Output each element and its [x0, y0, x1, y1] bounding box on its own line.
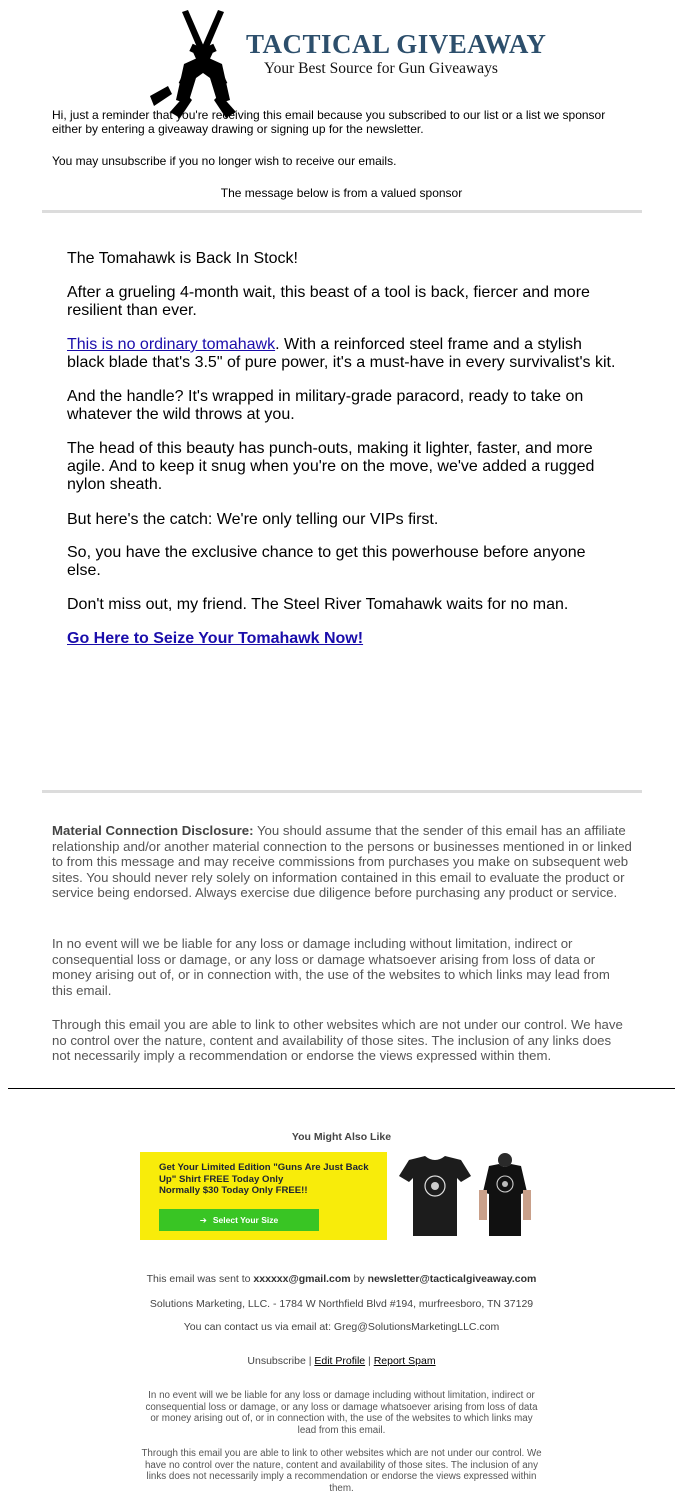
disclosure-heading: Material Connection Disclosure:	[52, 823, 254, 838]
you-might-also-like-heading: You Might Also Like	[291, 1131, 392, 1143]
company-address: Solutions Marketing, LLC. - 1784 W Northfield Blvd #194, murfreesboro, TN 37129	[149, 1298, 534, 1310]
banner-price-text: Normally $30 Today Only FREE!!	[159, 1185, 308, 1196]
contact-line: You can contact us via email at: Greg@SolutionsMarketingLLC.com	[183, 1321, 500, 1333]
select-size-label: Select Your Size	[212, 1215, 279, 1225]
subscription-reminder: Hi, just a reminder that you're receiving this email because you subscribed to our list or a list we sponsor either by entering a giveaway drawing or signing up for the newsletter.	[52, 108, 606, 136]
message-paragraph: And the handle? It's wrapped in military-grade paracord, ready to take on whatever the wild throws at you.	[67, 388, 584, 423]
brand-logo[interactable]	[148, 8, 548, 120]
brand-title: TACTICAL GIVEAWAY	[246, 29, 547, 59]
crossed-rifles-icon	[148, 8, 258, 120]
shirt-product-images[interactable]	[387, 1152, 542, 1240]
liability-disclaimer: In no event will we be liable for any loss or damage including without limitation, indirect or consequential loss or damage, or any loss or damage whatsoever arising from loss of data or money arising out of, or in connection with, the use of the websites to which links may lead from this email.	[52, 936, 610, 998]
select-size-button[interactable]	[159, 1209, 319, 1231]
external-links-disclaimer: Through this email you are able to link to other websites which are not under our control. We have no control over the nature, content and availability of those sites. The inclusion of any links does not necessarily imply a recommendation or endorse the views expressed within them.	[52, 1017, 623, 1064]
message-paragraph: But here's the catch: We're only telling our VIPs first.	[67, 511, 439, 528]
recipient-email: xxxxxx@gmail.com	[253, 1273, 351, 1285]
divider	[42, 210, 642, 213]
report-spam-link[interactable]: Report Spam	[373, 1355, 436, 1367]
brand-tagline: Your Best Source for Gun Giveaways	[264, 60, 498, 77]
message-paragraph: After a grueling 4-month wait, this beast of a tool is back, fiercer and more resilient than ever.	[67, 284, 590, 319]
seize-tomahawk-cta-link[interactable]: Go Here to Seize Your Tomahawk Now!	[67, 630, 364, 647]
sent-to-line: This email was sent to xxxxxx@gmail.com by newsletter@tacticalgiveaway.com	[146, 1273, 537, 1285]
sponsor-note: The message below is from a valued sponsor	[220, 186, 463, 200]
tshirt-icon	[387, 1152, 542, 1240]
message-paragraph: So, you have the exclusive chance to get this powerhouse before anyone else.	[67, 544, 586, 579]
ordinary-tomahawk-link[interactable]: This is no ordinary tomahawk	[67, 336, 276, 353]
fine-print-liability: In no event will we be liable for any loss or damage including without limitation, indirect or consequential loss or damage, or any loss or damage whatsoever arising from loss of data or money arising out of, or in connection with, the use of the websites to which links may lead from this email.	[145, 1390, 538, 1436]
divider	[42, 790, 642, 793]
fine-print-links: Through this email you are able to link to other websites which are not under our control. We have no control over the nature, content and availability of those sites. The inclusion of any links does not necessarily imply a recommendation or endorse the views expressed within them.	[141, 1448, 542, 1494]
material-connection-disclosure: Material Connection Disclosure: You should assume that the sender of this email has an affiliate relationship and/or another material connection to the persons or businesses mentioned in or linked to from this message and may receive commissions from purchases you make on subsequent web sites. You should never rely solely on information contained in this email to evaluate the product or service being endorsed. Always exercise due diligence before purchasing any product or service.	[52, 823, 632, 901]
message-headline: The Tomahawk is Back In Stock!	[67, 250, 298, 267]
shirt-promo-banner[interactable]	[140, 1152, 387, 1240]
footer-links: Unsubscribe | Edit Profile | Report Spam	[247, 1355, 436, 1367]
banner-offer-text: Get Your Limited Edition "Guns Are Just Back Up" Shirt FREE Today Only	[159, 1162, 369, 1185]
message-paragraph: The head of this beauty has punch-outs, making it lighter, faster, and more agile. And to keep it snug when you're on the move, we've added a rugged nylon sheath.	[67, 440, 595, 493]
message-paragraph: Don't miss out, my friend. The Steel River Tomahawk waits for no man.	[67, 596, 569, 613]
unsubscribe-link[interactable]: Unsubscribe	[247, 1355, 306, 1367]
message-body	[67, 250, 623, 268]
message-paragraph: This is no ordinary tomahawk. With a reinforced steel frame and a stylish black blade that's 3.5" of pure power, it's a must-have in every survivalist's kit.	[67, 336, 616, 371]
unsubscribe-note: You may unsubscribe if you no longer wish to receive our emails.	[52, 154, 397, 168]
arrow-right-icon: ➔	[199, 1214, 207, 1225]
footer-divider	[8, 1088, 675, 1089]
edit-profile-link[interactable]: Edit Profile	[314, 1355, 366, 1367]
sender-email: newsletter@tacticalgiveaway.com	[367, 1273, 537, 1285]
